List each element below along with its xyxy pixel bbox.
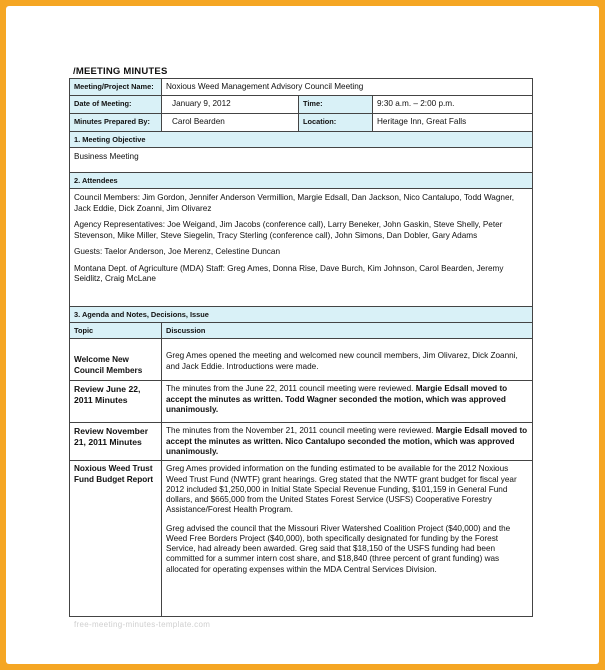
attendees-agency: Agency Representatives: Joe Weigand, Jim Jacobs (conference call), Larry Beneker, John Gaskin, Steve Shelly, Peter Stevenson, Mike Miller, Steve Siegelin, Tracy Sterling (conference call), John Simons, Dan Dobler, Gary Adams (74, 220, 503, 240)
topic-cell: Noxious Weed Trust Fund Budget Report (74, 464, 154, 484)
meta-row-project (70, 79, 532, 96)
discussion-motion: Margie Edsall moved to accept the minutes as written. Todd Wagner seconded the motion, which was approved unanimously. (166, 384, 508, 414)
discussion-cell (161, 423, 532, 460)
location-label: Location: (298, 114, 372, 131)
discussion-motion: Margie Edsall moved to accept the minutes as written. Nico Cantalupo seconded the motion, which was approved unanimously. (166, 426, 528, 456)
prepared-label: Minutes Prepared By: (70, 114, 161, 131)
location-value: Heritage Inn, Great Falls (372, 114, 532, 131)
minutes-table (69, 78, 533, 617)
discussion-text: Greg Ames opened the meeting and welcomed new council members, Jim Olivarez, Dick Zoanni, and Jack Eddie. Introductions were made. (166, 351, 518, 371)
discussion-cell (161, 461, 532, 616)
attendees-body (70, 189, 532, 307)
prepared-value: Carol Bearden (161, 114, 298, 131)
topic-cell: Welcome New Council Members (74, 355, 143, 375)
objective-text: Business Meeting (74, 152, 139, 161)
discussion-cell (161, 381, 532, 422)
discussion-column-header: Discussion (161, 323, 532, 338)
time-value: 9:30 a.m. – 2:00 p.m. (372, 96, 532, 113)
topic-cell: Review November 21, 2011 Minutes (74, 426, 149, 447)
objective-body (70, 148, 532, 173)
agenda-header: 3. Agenda and Notes, Decisions, Issue (70, 307, 532, 323)
table-row (70, 339, 532, 381)
discussion-cell (161, 339, 532, 380)
table-row (70, 461, 532, 616)
agenda-column-headers (70, 323, 532, 339)
topic-cell: Review June 22, 2011 Minutes (74, 384, 141, 405)
discussion-paragraph: Greg Ames provided information on the funding estimated to be available for the 2012 Noxious Weed Trust Fund (NWTF) grant hearings. Greg stated that the NWTF grant budget for fiscal year 2012 included $1,250,000 in Initial State Special Revenue Funding, $101,159 in General Fund dollars, and $665,000 from the United States Forest Service (USFS) Cooperative Forestry Assistance/Forest Health Program. (166, 464, 517, 515)
discussion-text: The minutes from the June 22, 2011 council meeting were reviewed. (166, 384, 414, 394)
date-value: January 9, 2012 (161, 96, 298, 113)
objective-header: 1. Meeting Objective (70, 132, 532, 148)
attendees-mda: Montana Dept. of Agriculture (MDA) Staff: Greg Ames, Donna Rise, Dave Burch, Kim Johnson, Carol Bearden, Jeremy Seidlitz, Craig McLane (74, 263, 504, 283)
watermark: free-meeting-minutes-template.com (74, 620, 211, 629)
table-row (70, 381, 532, 423)
date-label: Date of Meeting: (70, 96, 161, 113)
project-value: Noxious Weed Management Advisory Council Meeting (161, 79, 532, 95)
attendees-guests: Guests: Taelor Anderson, Joe Merenz, Celestine Duncan (74, 247, 281, 256)
topic-column-header: Topic (70, 323, 161, 338)
attendees-council: Council Members: Jim Gordon, Jennifer Anderson Vermillion, Margie Edsall, Dan Jackson, Nico Cantalupo, Todd Wagner, Jack Eddie, Dick Zoanni, Jim Olivarez (74, 193, 515, 213)
attendees-header: 2. Attendees (70, 173, 532, 189)
document-title: /MEETING MINUTES (73, 66, 168, 77)
table-row (70, 423, 532, 461)
meta-row-date (70, 96, 532, 114)
discussion-text: The minutes from the November 21, 2011 council meeting were reviewed. (166, 426, 434, 436)
time-label: Time: (298, 96, 372, 113)
discussion-paragraph: Greg advised the council that the Missouri River Watershed Coalition Project ($40,000) and the Weed Free Borders Project ($40,000), both specifically designated for funding by the Forest Service, had already been awarded. Greg said that $18,150 of the USFS funding had been committed for a summer intern cost share, and $18,840 (three percent of grant funding) was allocated for operating expenses within the MDA Central Services Division. (166, 523, 511, 574)
project-label: Meeting/Project Name: (70, 79, 161, 95)
meta-row-prepared (70, 114, 532, 132)
